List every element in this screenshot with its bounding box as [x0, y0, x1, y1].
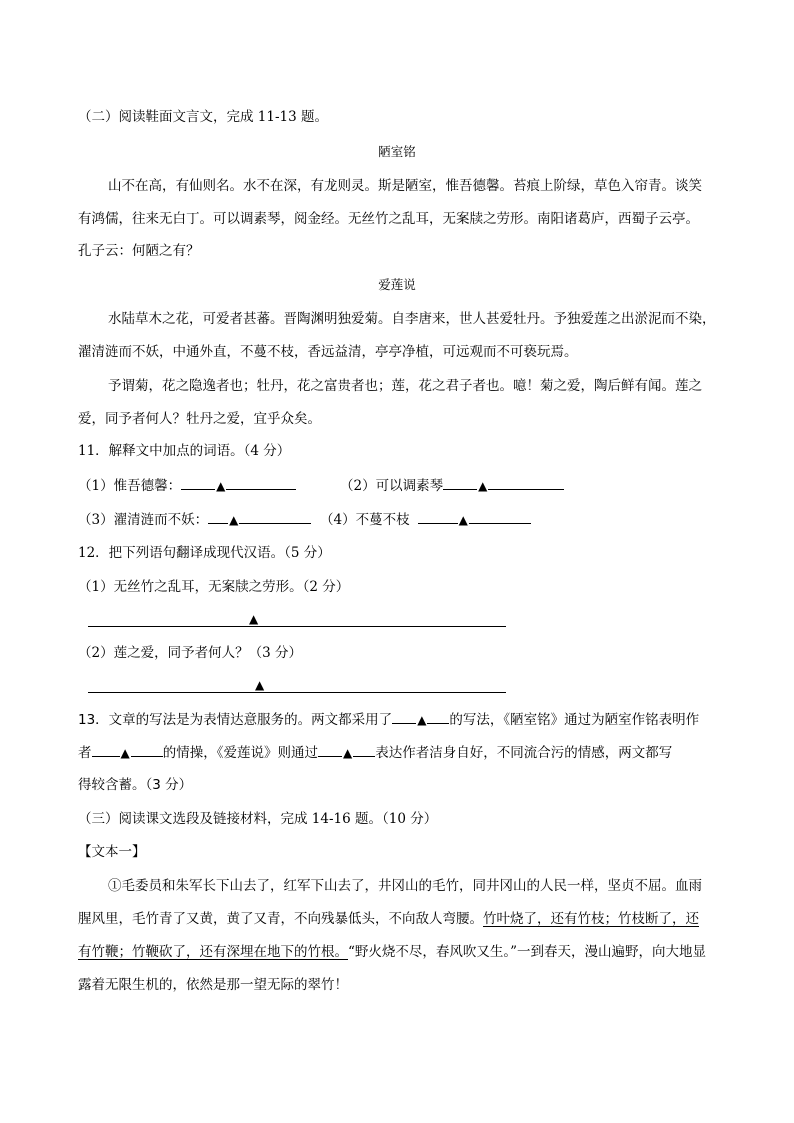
question-13-line: 者 ▲ 的情操，《爱莲说》则通过 ▲ 表达作者洁身自好，不同流合污的情感，两文都写: [78, 745, 673, 761]
answer-blank[interactable]: [318, 743, 342, 757]
triangle-marker-icon: ▲: [417, 713, 427, 727]
answer-blank[interactable]: [92, 743, 120, 757]
section-3-header: （三）阅读课文选段及链接材料，完成 14-16 题。（10 分）: [78, 811, 438, 827]
triangle-marker-icon: ▲: [249, 612, 259, 626]
underlined-phrase: 有竹鞭；竹鞭砍了，还有深埋在地下的竹根。: [78, 944, 348, 960]
q12-item-2: （2）莲之爱，同予者何人？（3 分）: [78, 645, 302, 661]
triangle-marker-icon: ▲: [478, 479, 488, 493]
answer-blank[interactable]: [181, 476, 215, 490]
answer-blank[interactable]: [418, 510, 458, 524]
text2-line: 予谓菊，花之隐逸者也；牡丹，花之富贵者也；莲，花之君子者也。噫！菊之爱，陶后鲜有闻。莲之: [108, 378, 702, 394]
answer-blank[interactable]: [488, 476, 564, 490]
triangle-marker-icon: ▲: [120, 746, 130, 760]
q11-item-2: （2）可以调素琴 ▲: [340, 476, 564, 495]
text3-line: 露着无限生机的，依然是那一望无际的翠竹！: [78, 977, 348, 993]
q11-item-3: （3）濯清涟而不妖： ▲: [78, 510, 311, 529]
text1-line: 山不在高，有仙则名。水不在深，有龙则灵。斯是陋室，惟吾德馨。苔痕上阶绿，草色入帘青。谈笑: [108, 178, 702, 194]
question-13-line: 得较含蓄。（3 分）: [78, 777, 193, 793]
answer-blank[interactable]: [208, 510, 228, 524]
answer-blank[interactable]: [353, 743, 375, 757]
answer-blank[interactable]: [226, 476, 296, 490]
q12-item-1: （1）无丝竹之乱耳，无案牍之劳形。（2 分）: [78, 579, 350, 595]
text1-line: 有鸿儒，往来无白丁。可以调素琴，阅金经。无丝竹之乱耳，无案牍之劳形。南阳诸葛庐，西蜀子云亭。: [78, 211, 699, 227]
q11-item-4: （4）不蔓不枝 ▲: [320, 510, 531, 529]
answer-blank[interactable]: [131, 743, 163, 757]
underlined-phrase: 竹叶烧了，还有竹枝；竹枝断了，还: [483, 911, 699, 927]
answer-blank[interactable]: [392, 710, 416, 724]
text3-line: 腥风里，毛竹青了又黄，黄了又青，不向残暴低头，不向敌人弯腰。竹叶烧了，还有竹枝；竹枝断了，还: [78, 911, 699, 927]
question-11-stem: 11．解释文中加点的词语。（4 分）: [78, 443, 291, 459]
text3-line: ①毛委员和朱军长下山去了，红军下山去了，井冈山的毛竹，同井冈山的人民一样，坚贞不屈。血雨: [108, 878, 702, 894]
text3-label: 【文本一】: [78, 844, 146, 860]
answer-line[interactable]: [88, 612, 506, 627]
triangle-marker-icon: ▲: [458, 513, 468, 527]
question-13-line: 13．文章的写法是为表情达意服务的。两文都采用了 ▲ 的写法，《陋室铭》通过为陋室作铭表明作: [78, 712, 700, 728]
q11-item-1: （1）惟吾德馨： ▲: [78, 476, 296, 495]
text1-line: 孔子云：何陋之有？: [78, 243, 200, 259]
triangle-marker-icon: ▲: [229, 513, 239, 527]
text3-line: 有竹鞭；竹鞭砍了，还有深埋在地下的竹根。“野火烧不尽，春风吹又生。”一到春天，漫山遍野，向大地显: [78, 944, 707, 960]
question-12-stem: 12．把下列语句翻译成现代汉语。（5 分）: [78, 545, 331, 561]
answer-blank[interactable]: [427, 710, 449, 724]
answer-blank[interactable]: [443, 476, 477, 490]
section-2-header: （二）阅读鞋面文言文，完成 11-13 题。: [78, 109, 329, 125]
text2-title: 爱莲说: [378, 277, 416, 292]
text2-line: 濯清涟而不妖，中通外直，不蔓不枝，香远益清，亭亭净植，可远观而不可亵玩焉。: [78, 344, 578, 360]
answer-blank[interactable]: [469, 510, 531, 524]
triangle-marker-icon: ▲: [216, 479, 226, 493]
text2-line: 爱，同予者何人？牡丹之爱，宜乎众矣。: [78, 411, 321, 427]
answer-blank[interactable]: [239, 510, 311, 524]
triangle-marker-icon: ▲: [255, 678, 265, 692]
answer-line[interactable]: [88, 678, 506, 693]
text2-line: 水陆草木之花，可爱者甚蕃。晋陶渊明独爱菊。自李唐来，世人甚爱牡丹。予独爱莲之出淤泥而不染，: [108, 311, 716, 327]
text1-title: 陋室铭: [378, 144, 416, 159]
triangle-marker-icon: ▲: [342, 746, 353, 760]
